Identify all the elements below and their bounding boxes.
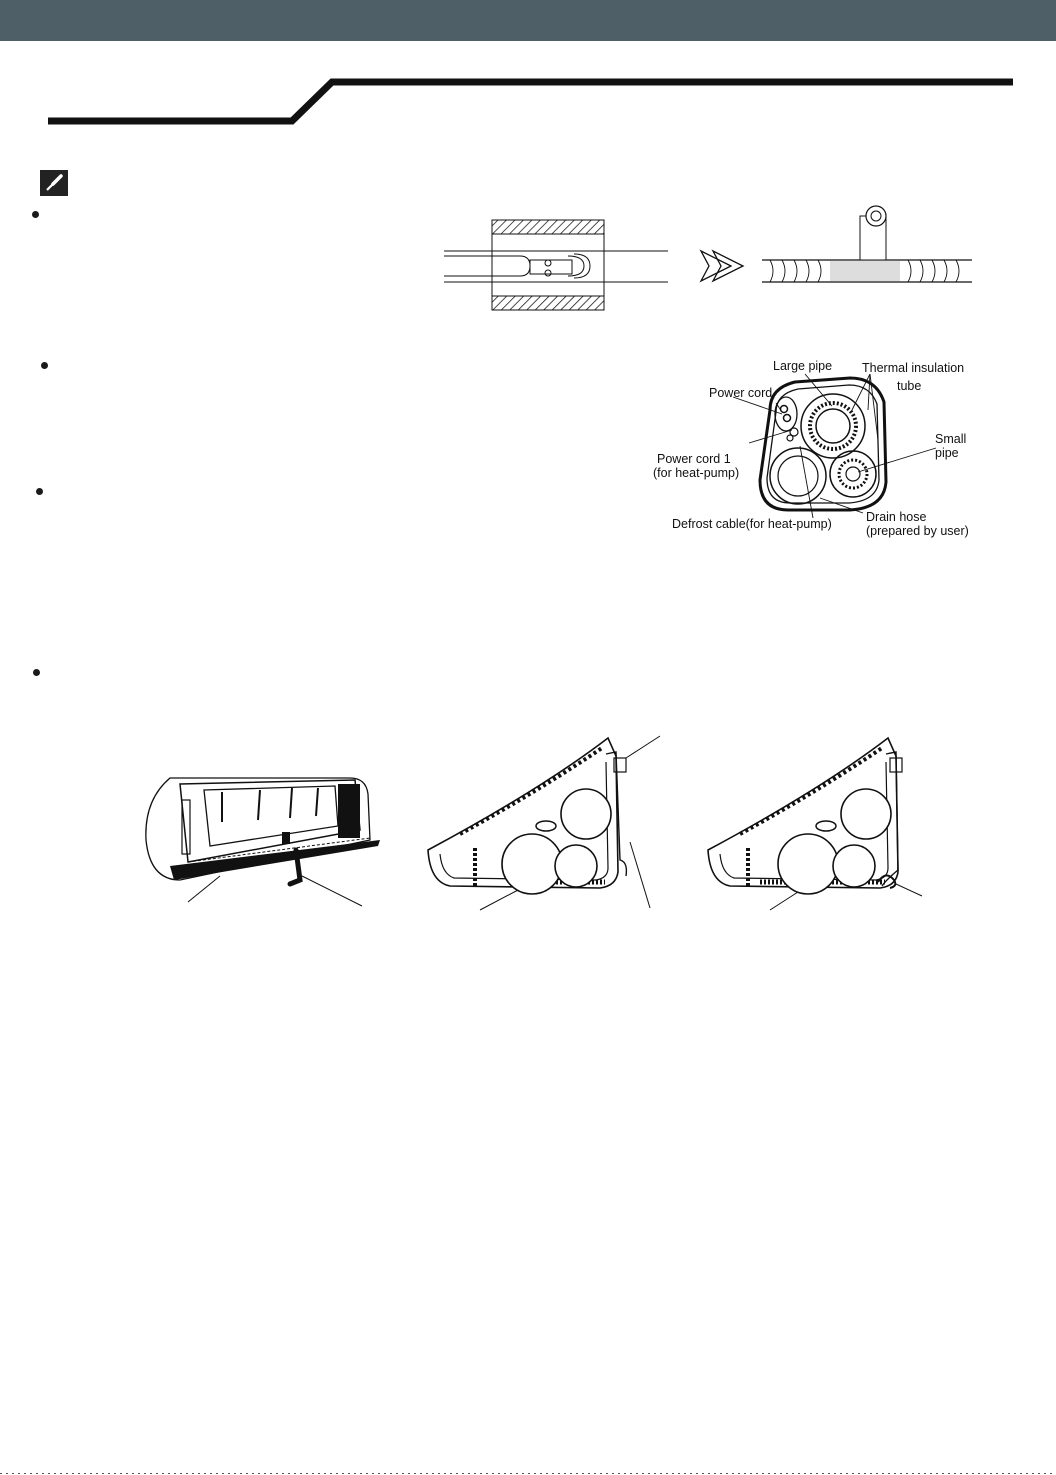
label-defrost-cable: Defrost cable(for heat-pump) bbox=[672, 517, 832, 531]
label-tube: tube bbox=[897, 379, 922, 393]
bullet-2 bbox=[41, 362, 48, 369]
label-small-pipe-1: Small bbox=[935, 432, 967, 446]
bullet-1 bbox=[32, 211, 39, 218]
arrow-right-icon bbox=[699, 249, 749, 283]
label-power-cord-1-sub: (for heat-pump) bbox=[653, 466, 740, 480]
label-thermal-insulation: Thermal insulation bbox=[862, 361, 965, 375]
label-power-cord: Power cord bbox=[709, 386, 773, 400]
label-large-pipe: Large pipe bbox=[773, 359, 833, 373]
label-drain-hose: Drain hose bbox=[866, 510, 927, 524]
label-small-pipe-2: pipe bbox=[935, 446, 959, 460]
pipe-through-wall-figure bbox=[440, 218, 670, 314]
header-rule bbox=[0, 0, 1056, 140]
bullet-4 bbox=[33, 669, 40, 676]
label-drain-hose-sub: (prepared by user) bbox=[866, 524, 969, 538]
bullet-3 bbox=[36, 488, 43, 495]
screwdriver-icon bbox=[40, 170, 68, 196]
label-power-cord-1: Power cord 1 bbox=[657, 452, 731, 466]
indoor-unit-figure bbox=[140, 770, 380, 910]
indoor-unit-side-section-2 bbox=[700, 730, 925, 910]
indoor-unit-side-section-1 bbox=[420, 730, 665, 910]
taped-pipe-figure bbox=[760, 204, 975, 286]
